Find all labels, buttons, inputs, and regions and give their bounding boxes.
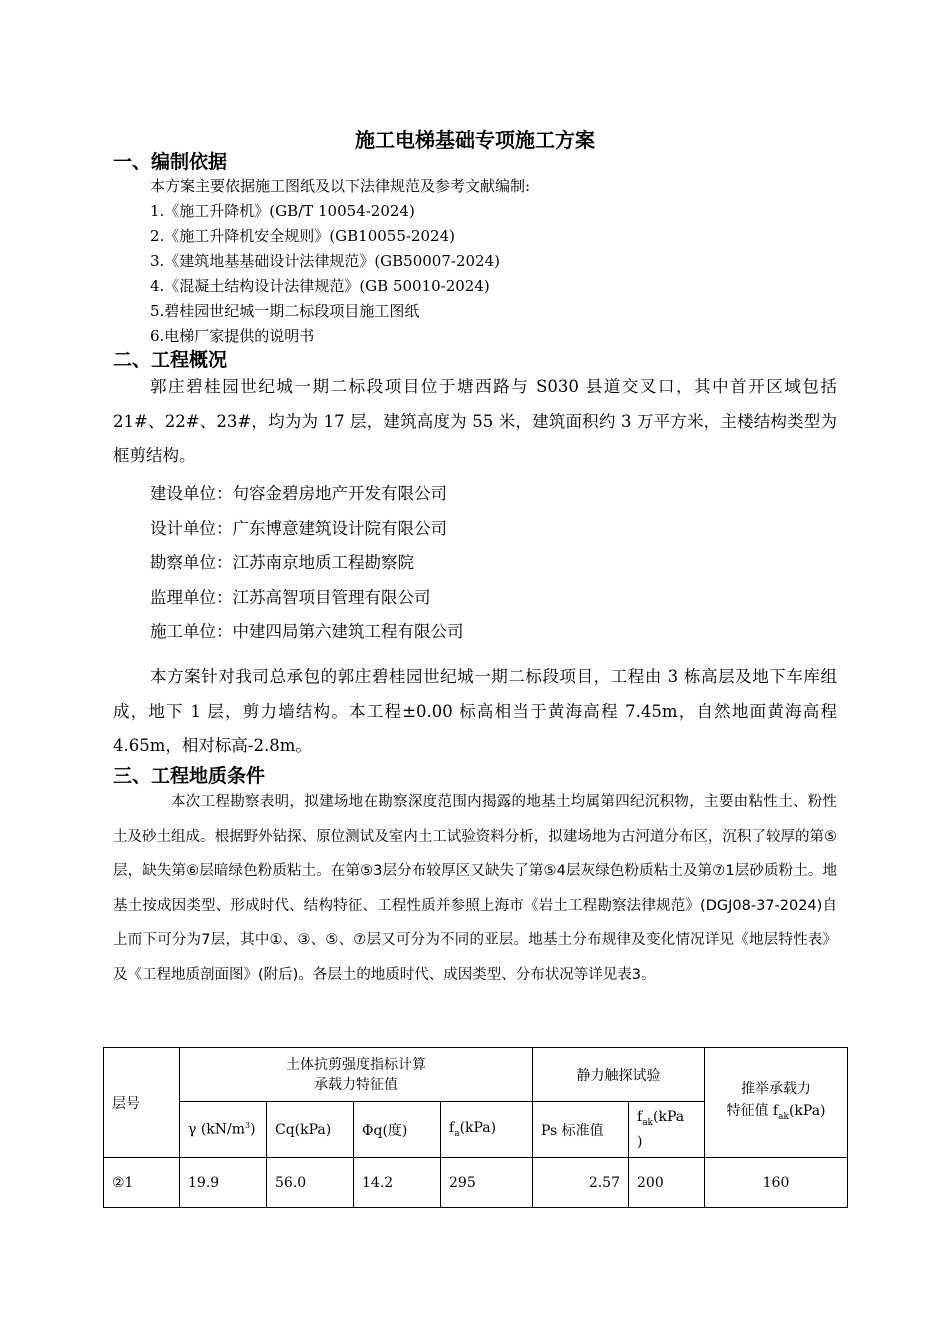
table-header-row bbox=[104, 1048, 848, 1102]
unit-line-constructor: 施工单位：中建四局第六建筑工程有限公司 bbox=[150, 622, 464, 641]
header-fa bbox=[441, 1102, 533, 1158]
header-recommended-line-2: 特征值 f bbox=[726, 1102, 779, 1119]
header-cq: Cq(kPa) bbox=[267, 1102, 354, 1158]
section-2-heading: 二、工程概况 bbox=[113, 349, 228, 371]
section-1-heading: 一、编制依据 bbox=[113, 151, 228, 173]
cell-fak: 200 bbox=[629, 1158, 705, 1208]
reference-item: 4.《混凝土结构设计法律规范》(GB 50010-2024) bbox=[150, 277, 490, 295]
unit-line-supervisor: 监理单位：江苏高智项目管理有限公司 bbox=[150, 588, 431, 607]
reference-item: 2.《施工升降机安全规则》(GB10055-2024) bbox=[150, 227, 455, 245]
reference-item: 1.《施工升降机》(GB/T 10054-2024) bbox=[150, 202, 415, 220]
geology-paragraph: 本次工程勘察表明，拟建场地在勘察深度范围内揭露的地基土均属第四纪沉积物，主要由粘性土、粉性土及砂土组成。根据野外钻探、原位测试及室内土工试验资料分析，拟建场地为古河道分布区，沉积了较厚的第⑤层，缺失第⑥层暗绿色粉质粘土。在第⑤3层分布较厚区又缺失了第⑤4层灰绿色粉质粘土及第⑦1层砂质粉土。地基土按成因类型、形成时代、结构特征、工程性质并参照上海市《岩土工程勘察法律规范》(DGJ08-37-2024)自上而下可分为7层，其中①、③、⑤、⑦层又可分为不同的亚层。地基土分布规律及变化情况详见《地层特性表》及《工程地质剖面图》(附后)。各层土的地质时代、成因类型、分布状况等详见表3。 bbox=[113, 794, 837, 983]
section-3-heading: 三、工程地质条件 bbox=[113, 765, 266, 787]
unit-line-builder: 建设单位：句容金碧房地产开发有限公司 bbox=[150, 484, 447, 503]
header-gamma-sup: 3 bbox=[245, 1121, 251, 1131]
header-recommended-unit: (kPa) bbox=[788, 1102, 826, 1119]
header-shear-line-1: 土体抗剪强度指标计算 bbox=[286, 1056, 426, 1073]
table-row bbox=[104, 1158, 848, 1208]
unit-line-surveyor: 勘察单位：江苏南京地质工程勘察院 bbox=[150, 553, 414, 572]
header-fak-sub: ak bbox=[642, 1117, 654, 1128]
cell-fa: 295 bbox=[441, 1158, 533, 1208]
header-recommended-sub: ak bbox=[778, 1111, 789, 1122]
header-recommended-line-1: 推举承载力 bbox=[741, 1080, 811, 1097]
header-gamma-text: γ (kN/m bbox=[188, 1121, 246, 1138]
unit-line-designer: 设计单位：广东博意建筑设计院有限公司 bbox=[150, 519, 447, 538]
header-gamma bbox=[180, 1102, 267, 1158]
cell-recommended: 160 bbox=[705, 1158, 848, 1208]
project-scope-paragraph: 本方案针对我司总承包的郭庄碧桂园世纪城一期二标段项目，工程由 3 栋高层及地下车库组成，地下 1 层，剪力墙结构。本工程±0.00 标高相当于黄海高程 7.45m，自然地面黄海高程 4.65m，相对标高-2.8m。 bbox=[113, 667, 837, 755]
cell-gamma: 19.9 bbox=[180, 1158, 267, 1208]
cell-ps: 2.57 bbox=[533, 1158, 629, 1208]
document-title: 施工电梯基础专项施工方案 bbox=[355, 128, 595, 152]
header-recommended-bearing bbox=[705, 1048, 848, 1158]
header-fak-unit: (kPa bbox=[653, 1108, 685, 1125]
header-shear-line-2: 承载力特征值 bbox=[314, 1076, 398, 1093]
header-gamma-end: ) bbox=[250, 1121, 256, 1138]
section-1-intro: 本方案主要依据施工图纸及以下法律规范及参考文献编制: bbox=[150, 177, 531, 195]
header-shear-strength bbox=[180, 1048, 533, 1102]
header-fa-text: f bbox=[449, 1120, 455, 1137]
header-layer-number: 层号 bbox=[104, 1048, 180, 1158]
reference-item: 5.碧桂园世纪城一期二标段项目施工图纸 bbox=[150, 302, 420, 320]
soil-parameter-table bbox=[103, 1047, 848, 1208]
reference-item: 3.《建筑地基基础设计法律规范》(GB50007-2024) bbox=[150, 252, 500, 270]
reference-item: 6.电梯厂家提供的说明书 bbox=[150, 327, 315, 345]
header-cone-penetration: 静力触探试验 bbox=[533, 1048, 705, 1102]
cell-layer: ②1 bbox=[104, 1158, 180, 1208]
header-fa-unit: (kPa) bbox=[459, 1120, 497, 1137]
cell-phi: 14.2 bbox=[354, 1158, 441, 1208]
header-fak-text: f bbox=[637, 1108, 643, 1125]
header-phi: Φq(度) bbox=[354, 1102, 441, 1158]
header-fak bbox=[629, 1102, 705, 1158]
header-ps: Ps 标准值 bbox=[533, 1102, 629, 1158]
project-overview-paragraph: 郭庄碧桂园世纪城一期二标段项目位于塘西路与 S030 县道交叉口，其中首开区域包括 21#、22#、23#，均为为 17 层，建筑高度为 55 米，建筑面积约 3 万平方米，主楼结构类型为框剪结构。 bbox=[113, 377, 837, 465]
header-fa-sub: a bbox=[454, 1128, 460, 1139]
cell-cq: 56.0 bbox=[267, 1158, 354, 1208]
header-fak-end: ) bbox=[637, 1134, 643, 1151]
